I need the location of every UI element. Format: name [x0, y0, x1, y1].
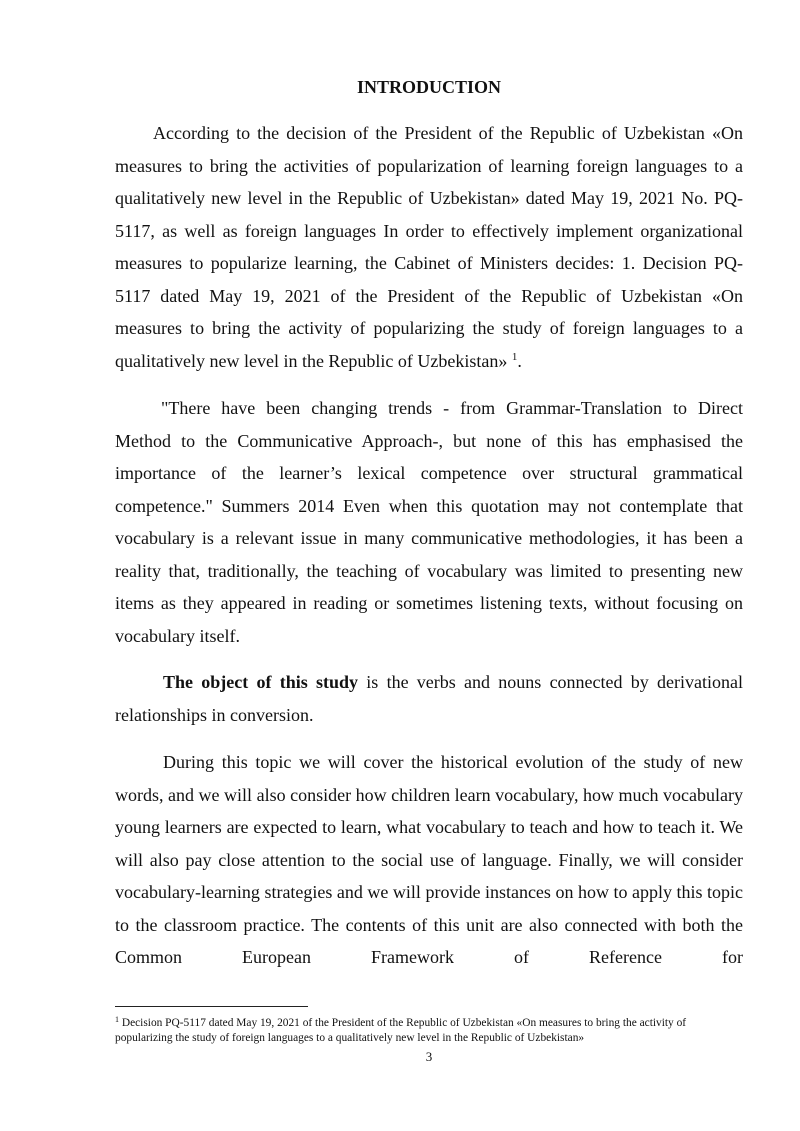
footnote	[115, 1016, 745, 1046]
footnote-divider	[115, 1006, 308, 1007]
paragraph-object-of-study	[115, 666, 743, 731]
paragraph-decision-end: .	[517, 350, 522, 371]
paragraph-decision	[115, 117, 743, 377]
footnote-text: Decision PQ-5117 dated May 19, 2021 of the President of the Republic of Uzbekistan «On measures to bring the activity of popularizing the study of foreign languages to a qualitatively new level in the Republic of Uzbekistan»	[115, 1017, 687, 1044]
paragraph-quotation: "There have been changing trends - from Grammar-Translation to Direct Method to the Communicative Approach-, but none of this has emphasised the importance of the learner’s lexical competence over structural grammatical competence." Summers 2014 Even when this quotation may not contemplate that vocabulary is a relevant issue in many communicative methodologies, it has been a reality that, traditionally, the teaching of vocabulary was limited to presenting new items as they appeared in reading or sometimes listening texts, without focusing on vocabulary itself.	[115, 398, 743, 646]
paragraph-topic-overview	[115, 746, 743, 1006]
paragraph-decision-text: According to the decision of the President of the Republic of Uzbekistan «On measures to bring the activities of popularization of learning foreign languages to a qualitatively new level in the Republic of Uzbekistan» dated May 19, 2021 No. PQ-5117, as well as foreign languages In order to effectively implement organizational measures to popularize learning, the Cabinet of Ministers decides: 1. Decision PQ-5117 dated May 19, 2021 of the President of the Republic of Uzbekistan «On measures to bring the activity of popularizing the study of foreign languages to a qualitatively new level in the Republic of Uzbekistan»	[115, 123, 743, 371]
page-title: INTRODUCTION	[356, 77, 502, 97]
page-number: 3	[425, 1049, 433, 1064]
footnote-reference[interactable]: 1	[511, 350, 518, 363]
footnote-number: 1	[115, 1015, 119, 1024]
object-of-study-text: is the verbs and nouns connected by derivational relationships in conversion.	[115, 672, 744, 725]
object-of-study-heading: The object of this study	[163, 672, 359, 692]
topic-overview-text: During this topic we will cover the historical evolution of the study of new words, and we will also consider how children learn vocabulary, how much vocabulary young learners are expected to learn, what vocabulary to teach and how to teach it. We will also pay close attention to the social use of language. Finally, we will consider vocabulary-learning strategies and we will provide instances on how to apply this topic to the classroom practice. The contents of this unit are also connected with both the Common European Framework of Reference for	[115, 752, 743, 967]
